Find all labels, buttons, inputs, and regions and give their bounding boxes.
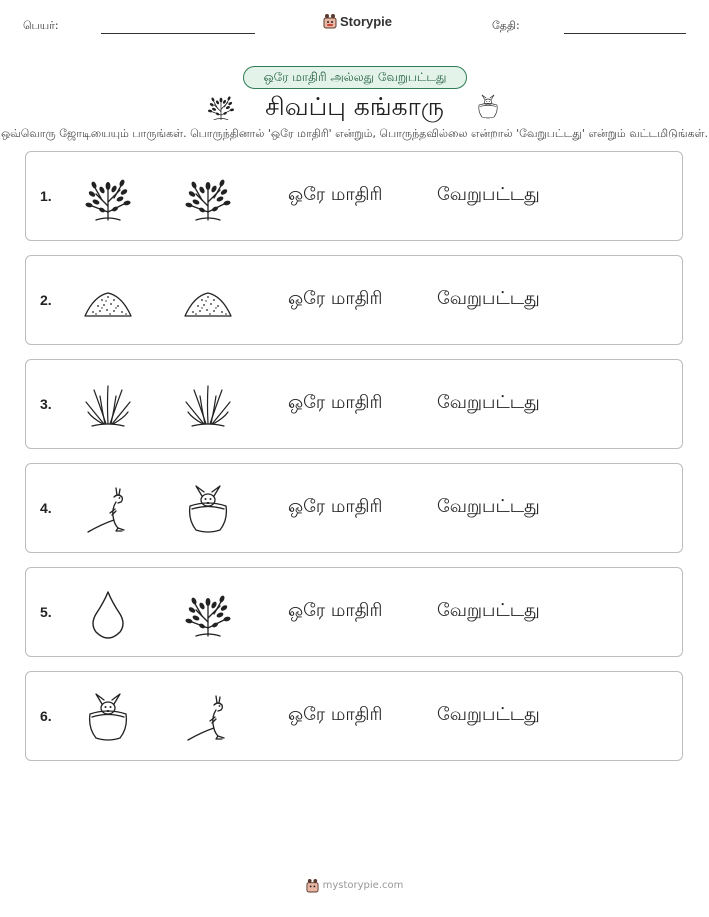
- question-number: 2.: [40, 292, 52, 308]
- shrub-icon: [182, 172, 234, 224]
- option-same[interactable]: ஒரே மாதிரி: [288, 184, 383, 205]
- water-drop-icon: [82, 588, 134, 640]
- question-number: 6.: [40, 708, 52, 724]
- question-row: [25, 151, 683, 241]
- option-same[interactable]: ஒரே மாதிரி: [288, 704, 383, 725]
- question-number: 1.: [40, 188, 52, 204]
- question-number: 5.: [40, 604, 52, 620]
- shrub-icon: [82, 172, 134, 224]
- brand-name: Storypie: [340, 13, 393, 29]
- name-line: [101, 33, 255, 34]
- grass-tuft-icon: [82, 380, 134, 432]
- joey-in-pouch-icon: [182, 484, 234, 536]
- kangaroo-icon: [182, 692, 234, 744]
- option-same[interactable]: ஒரே மாதிரி: [288, 600, 383, 621]
- joey-in-pouch-icon: [82, 692, 134, 744]
- footer-url: mystorypie.com: [322, 880, 404, 891]
- option-different[interactable]: வேறுபட்டது: [437, 288, 540, 309]
- option-different[interactable]: வேறுபட்டது: [437, 184, 540, 205]
- category-badge: ஒரே மாதிரி அல்லது வேறுபட்டது: [243, 66, 467, 89]
- joey-in-pouch-icon: [475, 92, 501, 122]
- question-row: [25, 255, 683, 345]
- date-line: [564, 33, 686, 34]
- option-different[interactable]: வேறுபட்டது: [437, 600, 540, 621]
- kangaroo-icon: [82, 484, 134, 536]
- option-different[interactable]: வேறுபட்டது: [437, 392, 540, 413]
- question-number: 4.: [40, 500, 52, 516]
- shrub-icon: [182, 588, 234, 640]
- title-row: [0, 90, 709, 124]
- worksheet-header: [0, 0, 709, 40]
- storypie-logo-icon: [323, 13, 337, 29]
- question-row: [25, 671, 683, 761]
- question-row: [25, 463, 683, 553]
- grass-tuft-icon: [182, 380, 234, 432]
- option-different[interactable]: வேறுபட்டது: [437, 496, 540, 517]
- brand: [323, 13, 392, 29]
- option-same[interactable]: ஒரே மாதிரி: [288, 392, 383, 413]
- storypie-logo-icon: [306, 878, 319, 893]
- option-same[interactable]: ஒரே மாதிரி: [288, 288, 383, 309]
- sand-pile-icon: [182, 276, 234, 328]
- date-label: தேதி:: [492, 19, 520, 32]
- question-row: [25, 567, 683, 657]
- page-title: சிவப்பு கங்காரு: [265, 92, 444, 121]
- instructions: [0, 126, 709, 142]
- instructions-text: ஒவ்வொரு ஜோடியையும் பாருங்கள். பொருந்தினால் 'ஒரே மாதிரி' என்றும், பொருந்தவில்லை என்றால் 'வேறுபட்டது' என்றும் வட்டமிடுங்கள்.: [0, 127, 709, 140]
- name-label: பெயர்:: [23, 19, 59, 32]
- question-number: 3.: [40, 396, 52, 412]
- option-different[interactable]: வேறுபட்டது: [437, 704, 540, 725]
- option-same[interactable]: ஒரே மாதிரி: [288, 496, 383, 517]
- question-row: [25, 359, 683, 449]
- footer: [0, 878, 709, 893]
- shrub-icon: [206, 92, 236, 122]
- sand-pile-icon: [82, 276, 134, 328]
